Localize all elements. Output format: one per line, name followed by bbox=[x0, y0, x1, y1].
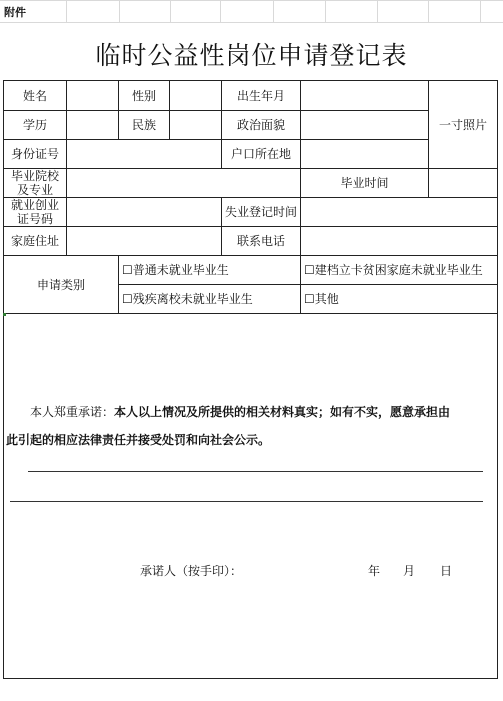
grid-line bbox=[119, 0, 120, 22]
name-label: 姓名 bbox=[22, 88, 47, 103]
birth-field[interactable] bbox=[301, 81, 428, 110]
grid-line bbox=[273, 0, 274, 22]
address-label: 家庭住址 bbox=[10, 234, 59, 248]
political-field[interactable] bbox=[301, 111, 428, 139]
phone-field[interactable] bbox=[301, 227, 497, 255]
school-field[interactable] bbox=[67, 169, 300, 197]
signature-line bbox=[10, 501, 483, 502]
date-year-label: 年 bbox=[368, 564, 381, 578]
birth-label: 出生年月 bbox=[236, 88, 285, 103]
category-option-other[interactable]: ☐其他 bbox=[304, 292, 339, 306]
signature-line bbox=[28, 471, 483, 472]
grid-line bbox=[170, 0, 171, 22]
education-label: 学历 bbox=[22, 118, 47, 132]
pledge-line-2: 此引起的相应法律责任并接受处罚和向社会公示。 bbox=[6, 433, 271, 447]
address-field[interactable] bbox=[67, 227, 221, 255]
name-field[interactable] bbox=[67, 81, 118, 110]
gender-field[interactable] bbox=[170, 81, 221, 110]
political-label: 政治面貌 bbox=[236, 118, 285, 132]
signer-label: 承诺人（按手印）： bbox=[140, 564, 243, 578]
attachment-label: 附件 bbox=[4, 6, 26, 19]
photo-box[interactable]: 一寸照片 bbox=[438, 117, 487, 132]
ethnicity-field[interactable] bbox=[170, 111, 221, 139]
phone-label: 联系电话 bbox=[236, 234, 285, 248]
hukou-label: 户口所在地 bbox=[230, 147, 291, 161]
grid-line bbox=[428, 0, 429, 22]
table-border-left bbox=[3, 80, 4, 678]
date-month-label: 月 bbox=[403, 564, 416, 578]
grid-line bbox=[377, 0, 378, 22]
cell-cursor-marker bbox=[3, 313, 6, 316]
education-field[interactable] bbox=[67, 111, 118, 139]
unemployment-reg-field[interactable] bbox=[301, 198, 497, 226]
date-day-label: 日 bbox=[440, 564, 453, 578]
table-border-bottom bbox=[3, 678, 498, 679]
ethnicity-label: 民族 bbox=[131, 118, 156, 132]
grid-line bbox=[0, 22, 503, 23]
gender-label: 性别 bbox=[131, 88, 156, 103]
row-line bbox=[3, 313, 497, 314]
grid-line bbox=[325, 0, 326, 22]
grid-line bbox=[220, 0, 221, 22]
pledge-bold-text: 本人以上情况及所提供的相关材料真实；如有不实，愿意承担由 bbox=[114, 405, 451, 419]
form-title: 临时公益性岗位申请登记表 bbox=[95, 41, 408, 70]
id-field[interactable] bbox=[67, 140, 221, 168]
unemployment-reg-label: 失业登记时间 bbox=[224, 205, 297, 219]
category-option-disabled[interactable]: ☐残疾离校未就业毕业生 bbox=[122, 292, 253, 306]
grad-time-field[interactable] bbox=[429, 169, 497, 197]
grad-time-label: 毕业时间 bbox=[340, 176, 389, 190]
category-option-regular[interactable]: ☐普通未就业毕业生 bbox=[122, 263, 229, 277]
employment-cert-label: 就业创业证号码 bbox=[10, 198, 59, 226]
grid-line bbox=[480, 0, 481, 22]
category-label: 申请类别 bbox=[36, 277, 85, 292]
employment-cert-field[interactable] bbox=[67, 198, 221, 226]
id-label: 身份证号 bbox=[10, 147, 59, 161]
table-border-right bbox=[497, 80, 498, 678]
hukou-field[interactable] bbox=[301, 140, 428, 168]
pledge-line-1 bbox=[30, 403, 490, 420]
grid-line bbox=[66, 0, 67, 22]
signature-field[interactable] bbox=[250, 556, 350, 580]
school-label: 毕业院校及专业 bbox=[10, 169, 59, 197]
pledge-prefix: 本人郑重承诺： bbox=[30, 405, 115, 419]
category-option-poverty[interactable]: ☐建档立卡贫困家庭未就业毕业生 bbox=[304, 263, 483, 277]
